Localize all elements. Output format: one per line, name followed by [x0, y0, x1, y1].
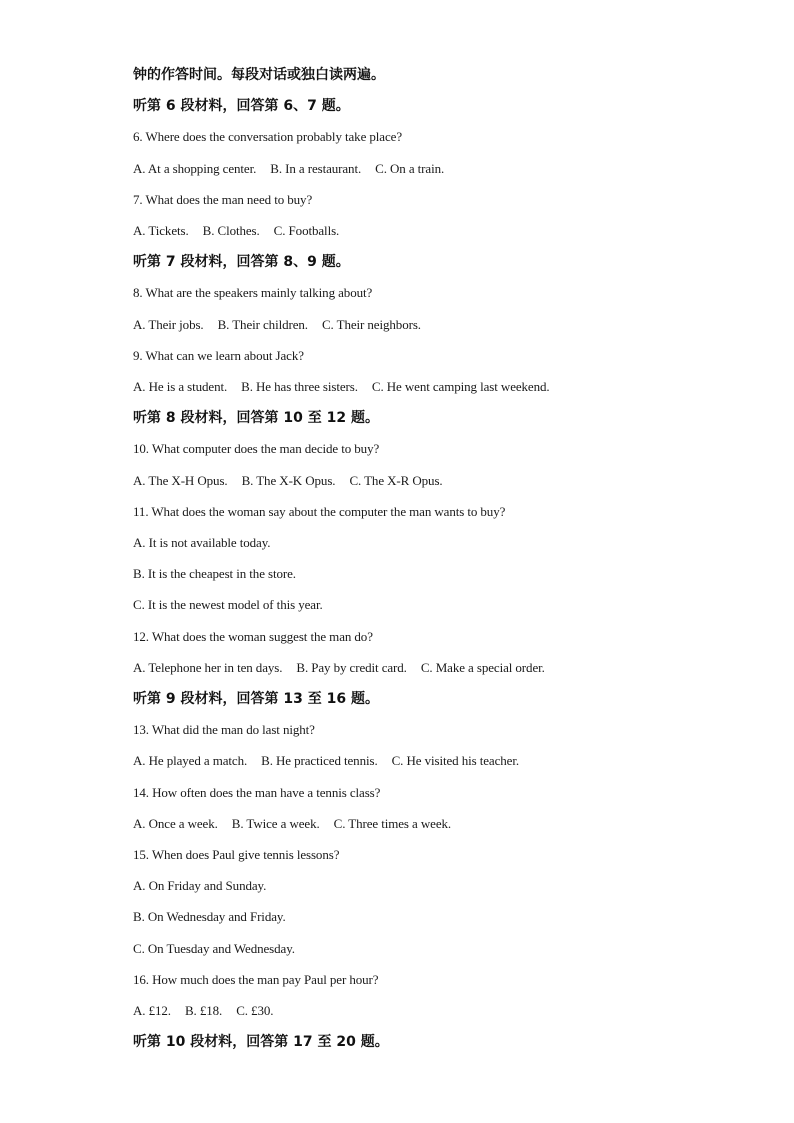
question-text: 6. Where does the conversation probably take place?: [133, 129, 402, 144]
answer-options-row: [133, 1002, 273, 1020]
section-heading: 听第 7 段材料，回答第 8、9 题。: [133, 254, 350, 270]
answer-option: C. Their neighbors.: [321, 317, 421, 332]
answer-option: A. He is a student.: [133, 379, 228, 394]
answer-option: B. Pay by credit card.: [296, 660, 407, 675]
question-text: 14. How often does the man have a tennis class?: [133, 785, 381, 800]
answer-option: A. It is not available today.: [133, 535, 271, 550]
answer-option: A. Tickets.: [133, 223, 189, 238]
answer-option: B. Clothes.: [202, 223, 260, 238]
answer-option: C. Footballs.: [273, 223, 340, 238]
answer-option: B. Twice a week.: [231, 816, 320, 831]
answer-option: A. On Friday and Sunday.: [133, 878, 267, 893]
answer-option: B. £18.: [184, 1003, 223, 1018]
answer-option: C. He went camping last weekend.: [371, 379, 550, 394]
answer-option: B. In a restaurant.: [270, 161, 362, 176]
answer-option: B. The X-K Opus.: [241, 473, 336, 488]
answer-option: A. At a shopping center.: [133, 161, 257, 176]
answer-options-row: [133, 160, 444, 178]
answer-option: C. He visited his teacher.: [391, 753, 519, 768]
answer-options-row: [133, 378, 550, 396]
question-text: 11. What does the woman say about the computer the man wants to buy?: [133, 504, 506, 519]
section-heading: 听第 8 段材料，回答第 10 至 12 题。: [133, 410, 379, 426]
answer-options-row: [133, 472, 443, 490]
question-text: 10. What computer does the man decide to buy?: [133, 441, 380, 456]
answer-options-row: [133, 659, 545, 677]
question-text: 7. What does the man need to buy?: [133, 192, 313, 207]
answer-option: C. On a train.: [375, 161, 445, 176]
question-text: 15. When does Paul give tennis lessons?: [133, 847, 340, 862]
answer-option: C. On Tuesday and Wednesday.: [133, 941, 295, 956]
answer-options-row: [133, 815, 451, 833]
section-heading: 听第 10 段材料，回答第 17 至 20 题。: [133, 1034, 389, 1050]
answer-option: B. On Wednesday and Friday.: [133, 909, 286, 924]
question-text: 12. What does the woman suggest the man do?: [133, 629, 373, 644]
question-text: 9. What can we learn about Jack?: [133, 348, 304, 363]
answer-option: A. Their jobs.: [133, 317, 204, 332]
answer-options-row: [133, 316, 421, 334]
section-heading: 听第 9 段材料，回答第 13 至 16 题。: [133, 691, 379, 707]
answer-option: B. He has three sisters.: [241, 379, 358, 394]
section-heading: 钟的作答时间。每段对话或独白读两遍。: [133, 67, 385, 83]
answer-option: C. Three times a week.: [333, 816, 452, 831]
answer-option: C. £30.: [236, 1003, 274, 1018]
question-text: 16. How much does the man pay Paul per hour?: [133, 972, 379, 987]
question-text: 13. What did the man do last night?: [133, 722, 315, 737]
answer-option: C. It is the newest model of this year.: [133, 597, 323, 612]
answer-option: A. Telephone her in ten days.: [133, 660, 283, 675]
answer-option: A. Once a week.: [133, 816, 218, 831]
answer-options-row: [133, 222, 339, 240]
answer-option: B. He practiced tennis.: [261, 753, 378, 768]
answer-option: A. He played a match.: [133, 753, 248, 768]
answer-option: B. It is the cheapest in the store.: [133, 566, 296, 581]
answer-options-row: [133, 752, 519, 770]
section-heading: 听第 6 段材料，回答第 6、7 题。: [133, 98, 350, 114]
answer-option: B. Their children.: [217, 317, 308, 332]
answer-option: C. The X-R Opus.: [349, 473, 443, 488]
answer-option: A. The X-H Opus.: [133, 473, 228, 488]
question-text: 8. What are the speakers mainly talking about?: [133, 285, 373, 300]
answer-option: C. Make a special order.: [420, 660, 545, 675]
answer-option: A. £12.: [133, 1003, 171, 1018]
